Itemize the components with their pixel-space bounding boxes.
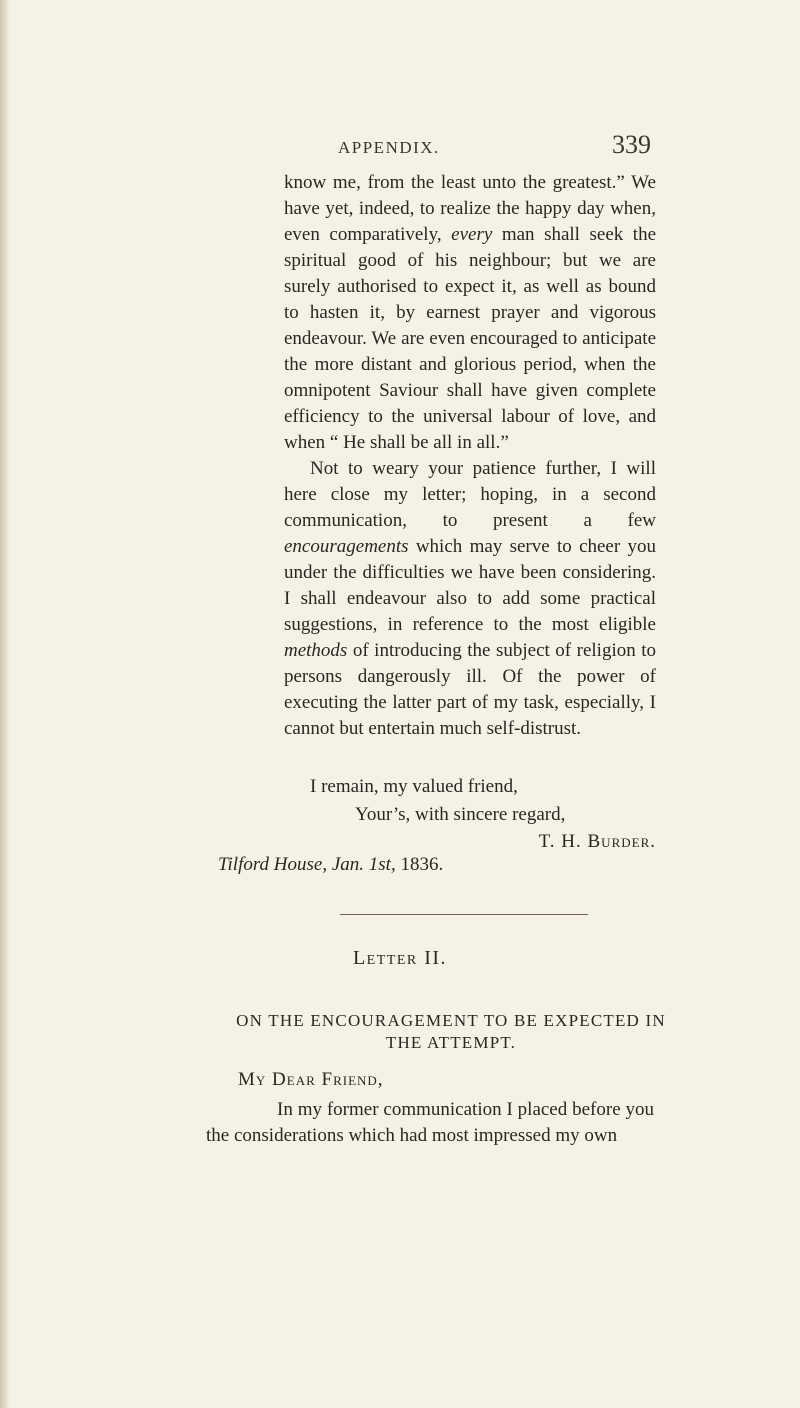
letter-heading: Letter II. bbox=[352, 947, 448, 969]
paragraph-2-part-2: which may serve to cheer you under the difficulties we have been considering. I shall endeavour also to add some practical suggestions, in reference to the most eligible bbox=[284, 536, 656, 635]
paragraph-1-part-2: man shall seek the spiritual good of his neighbour; but we are surely authorised to expect it, as well as bound to hasten it, by earnest prayer and vigorous endeavour. We are even encouraged to anticipate the more distant and glorious period, when the omnipotent Saviour shall have given complete efficiency to the universal labour of love, and when “ He shall be all in all.” bbox=[284, 224, 656, 453]
section-divider bbox=[340, 914, 588, 915]
page-number: 339 bbox=[612, 130, 651, 159]
place-date bbox=[218, 852, 443, 878]
paragraph-2-emphasis-encouragements: encouragements bbox=[284, 536, 409, 557]
body-text bbox=[284, 170, 656, 742]
paragraph-1-part-1: know me, from the least unto the greatest.” We have yet, indeed, to realize the happy day when, even comparatively, bbox=[284, 172, 656, 245]
signature-name: T. H. Burder. bbox=[538, 831, 656, 852]
paragraph-2-emphasis-methods: methods bbox=[284, 640, 348, 661]
paragraph-1-emphasis-every: every bbox=[451, 224, 493, 245]
salutation: My Dear Friend, bbox=[238, 1069, 384, 1090]
running-head: APPENDIX. bbox=[338, 138, 440, 157]
letter-opening-text: In my former communication I placed before you the considerations which had most impressed my own bbox=[206, 1099, 654, 1146]
letter-subheading: ON THE ENCOURAGEMENT TO BE EXPECTED IN THE ATTEMPT. bbox=[236, 1011, 666, 1052]
place-date-year: 1836. bbox=[395, 854, 444, 875]
paragraph-2-part-3: of introducing the subject of religion to persons dangerously ill. Of the power of executing the latter part of my task, especially, I cannot but entertain much self-distrust. bbox=[284, 640, 656, 739]
paragraph-2 bbox=[284, 456, 656, 742]
closing-line-2: Your’s, with sincere regard, bbox=[355, 804, 566, 825]
closing-line-1: I remain, my valued friend, bbox=[310, 776, 518, 797]
place-date-italic: Tilford House, Jan. 1st, bbox=[218, 854, 396, 875]
letter-opening-paragraph bbox=[206, 1097, 654, 1149]
paragraph-2-part-1: Not to weary your patience further, I will here close my letter; hoping, in a second communication, to present a few bbox=[284, 458, 656, 531]
paragraph-1 bbox=[284, 170, 656, 456]
